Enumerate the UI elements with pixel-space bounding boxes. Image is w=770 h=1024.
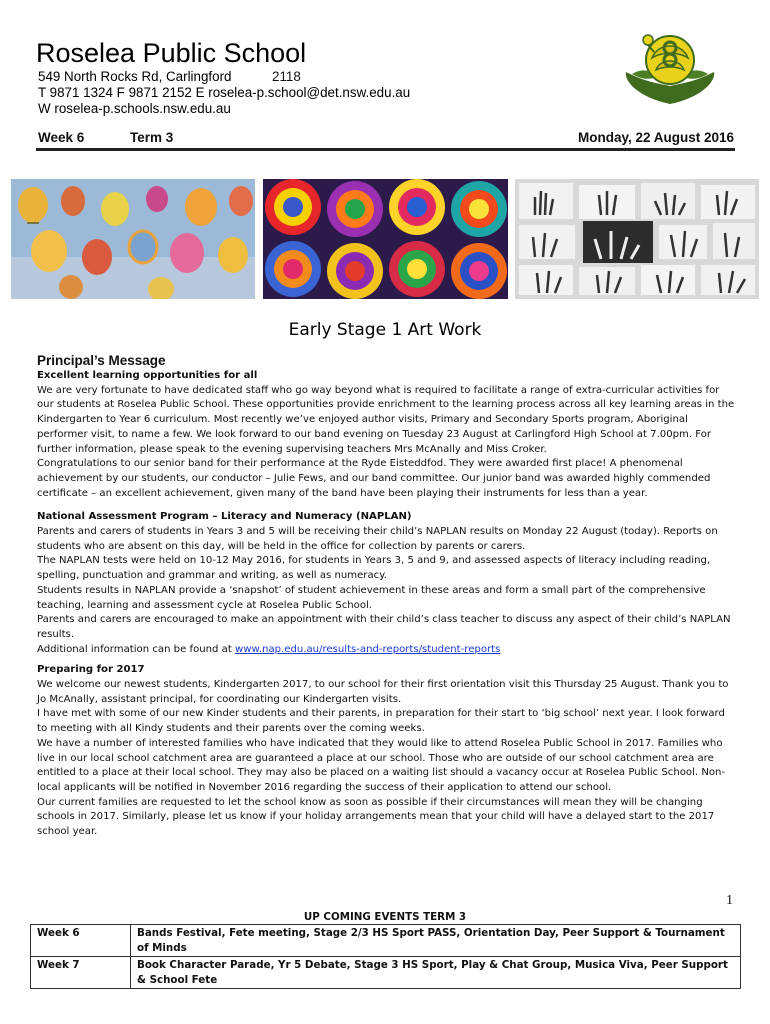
paragraph: We welcome our newest students, Kindergarten 2017, to our school for their first orientation visit this Thursday 25 August. Thank you to Jo McAnally, assistant principal, for coordinating our Kindergarten visits. — [37, 679, 729, 705]
school-name: Roselea Public School — [36, 38, 307, 68]
paragraph: Parents and carers of students in Years 3 and 5 will be receiving their child’s NAPLAN results on Monday 22 August (today). Reports on students who are absent on this day, will be held in the office for collection by parents or carers. — [37, 526, 718, 552]
school-contact: T 9871 1324 F 9871 2152 E roselea-p.school@det.nsw.edu.au — [38, 85, 411, 100]
issue-week: Week 6 — [38, 130, 85, 145]
paragraph: The NAPLAN tests were held on 10-12 May 2016, for students in Years 3, 5 and 9, and assessed aspects of literacy including reading, spelling, punctuation and grammar and writing, as well as numeracy. — [37, 555, 711, 582]
naplan-link-line — [37, 643, 737, 658]
naplan-results-link[interactable]: www.nap.edu.au/results-and-reports/student-reports — [235, 643, 501, 655]
events-title: UP COMING EVENTS TERM 3 — [303, 911, 467, 923]
table-row — [31, 957, 741, 989]
paragraph: Parents and carers are encouraged to make an appointment with their child’s class teacher to discuss any aspect of their child’s NAPLAN results. — [37, 614, 731, 640]
event-list: Bands Festival, Fete meeting, Stage 2/3 HS Sport PASS, Orientation Day, Peer Support & Tournament of Minds — [131, 925, 741, 957]
school-website: W roselea-p.schools.nsw.edu.au — [38, 101, 231, 116]
paragraph: I have met with some of our new Kinder students and their parents, in preparation for their start to ‘big school’ next year. I look forward to meeting with all Kindy students and their parents over the coming weeks. — [37, 708, 725, 735]
event-week: Week 7 — [31, 957, 131, 989]
events-table — [30, 924, 741, 989]
art-image-hot-air-balloons — [11, 179, 255, 299]
paragraph: We are very fortunate to have dedicated staff who go way beyond what is required to facilitate a range of extra-curricular activities for our students at Roselea Public School. These opportunities provide enrichment to the learning process across all key learning areas in the Kindergarten to Year 6 curriculum. Most recently we’ve enjoyed author visits, Primary and Secondary Sports program, Aboriginal performer visit, to name a few. We look forward to our band evening on Tuesday 23 August at Carlingford High School at 7.00pm. For further information, please speak to the evening supervising teachers Mrs McAnally and Miss Croker. — [37, 384, 735, 455]
section-title-naplan: National Assessment Program – Literacy and Numeracy (NAPLAN) — [37, 511, 412, 523]
event-week: Week 6 — [31, 925, 131, 957]
section-title-learning: Excellent learning opportunities for all — [37, 370, 258, 381]
header-divider — [36, 148, 735, 151]
page-number: 1 — [726, 893, 733, 908]
event-list: Book Character Parade, Yr 5 Debate, Stage 3 HS Sport, Play & Chat Group, Musica Viva, Peer Support & School Fete — [131, 957, 741, 989]
link-prefix: Additional information can be found at — [37, 643, 236, 655]
art-image-hand-drawings — [515, 179, 759, 299]
issue-term: Term 3 — [130, 130, 174, 145]
table-row — [31, 925, 741, 957]
paragraph: Students results in NAPLAN provide a ‘snapshot’ of student achievement in these areas and form a small part of the comprehensive teaching, learning and assessment cycle at Roselea Public School. — [37, 584, 706, 611]
principal-message — [37, 352, 737, 840]
section-title-2017: Preparing for 2017 — [37, 664, 145, 676]
gallery-caption: Early Stage 1 Art Work — [288, 320, 482, 340]
school-rose-logo-icon — [620, 28, 720, 106]
paragraph: Congratulations to our senior band for their performance at the Ryde Eisteddfod. They were awarded first place! A phenomenal achievement by our students, our conductor – Julie Fews, and our band committee. Our junior band was awarded highly commended certificate – an excellent achievement, given many of the band have been playing their instruments for less than a year. — [37, 458, 711, 499]
paragraph: Our current families are requested to let the school know as soon as possible if their circumstances will mean they will be changing schools in 2017. Similarly, please let us know if your holiday arrangements mean that your child will have a delayed start to the 2017 school year. — [37, 796, 715, 838]
school-address: 549 North Rocks Rd, Carlingford — [38, 69, 232, 84]
school-postcode: 2118 — [272, 69, 301, 84]
principal-heading: Principal’s Message — [37, 353, 166, 368]
art-image-concentric-circles — [263, 179, 508, 299]
issue-date: Monday, 22 August 2016 — [577, 130, 734, 145]
paragraph: We have a number of interested families who have indicated that they would like to attend Roselea Public School in 2017. Families who live in our local school catchment area are guaranteed a place at our school. Those who are outside of our school catchment area are entitled to a place at their local school. They may also be placed on a waiting list should a vacancy occur at Roselea Public School. Non-local applicants will be notified in November 2016 regarding the success of their application to attend our school. — [37, 737, 726, 793]
